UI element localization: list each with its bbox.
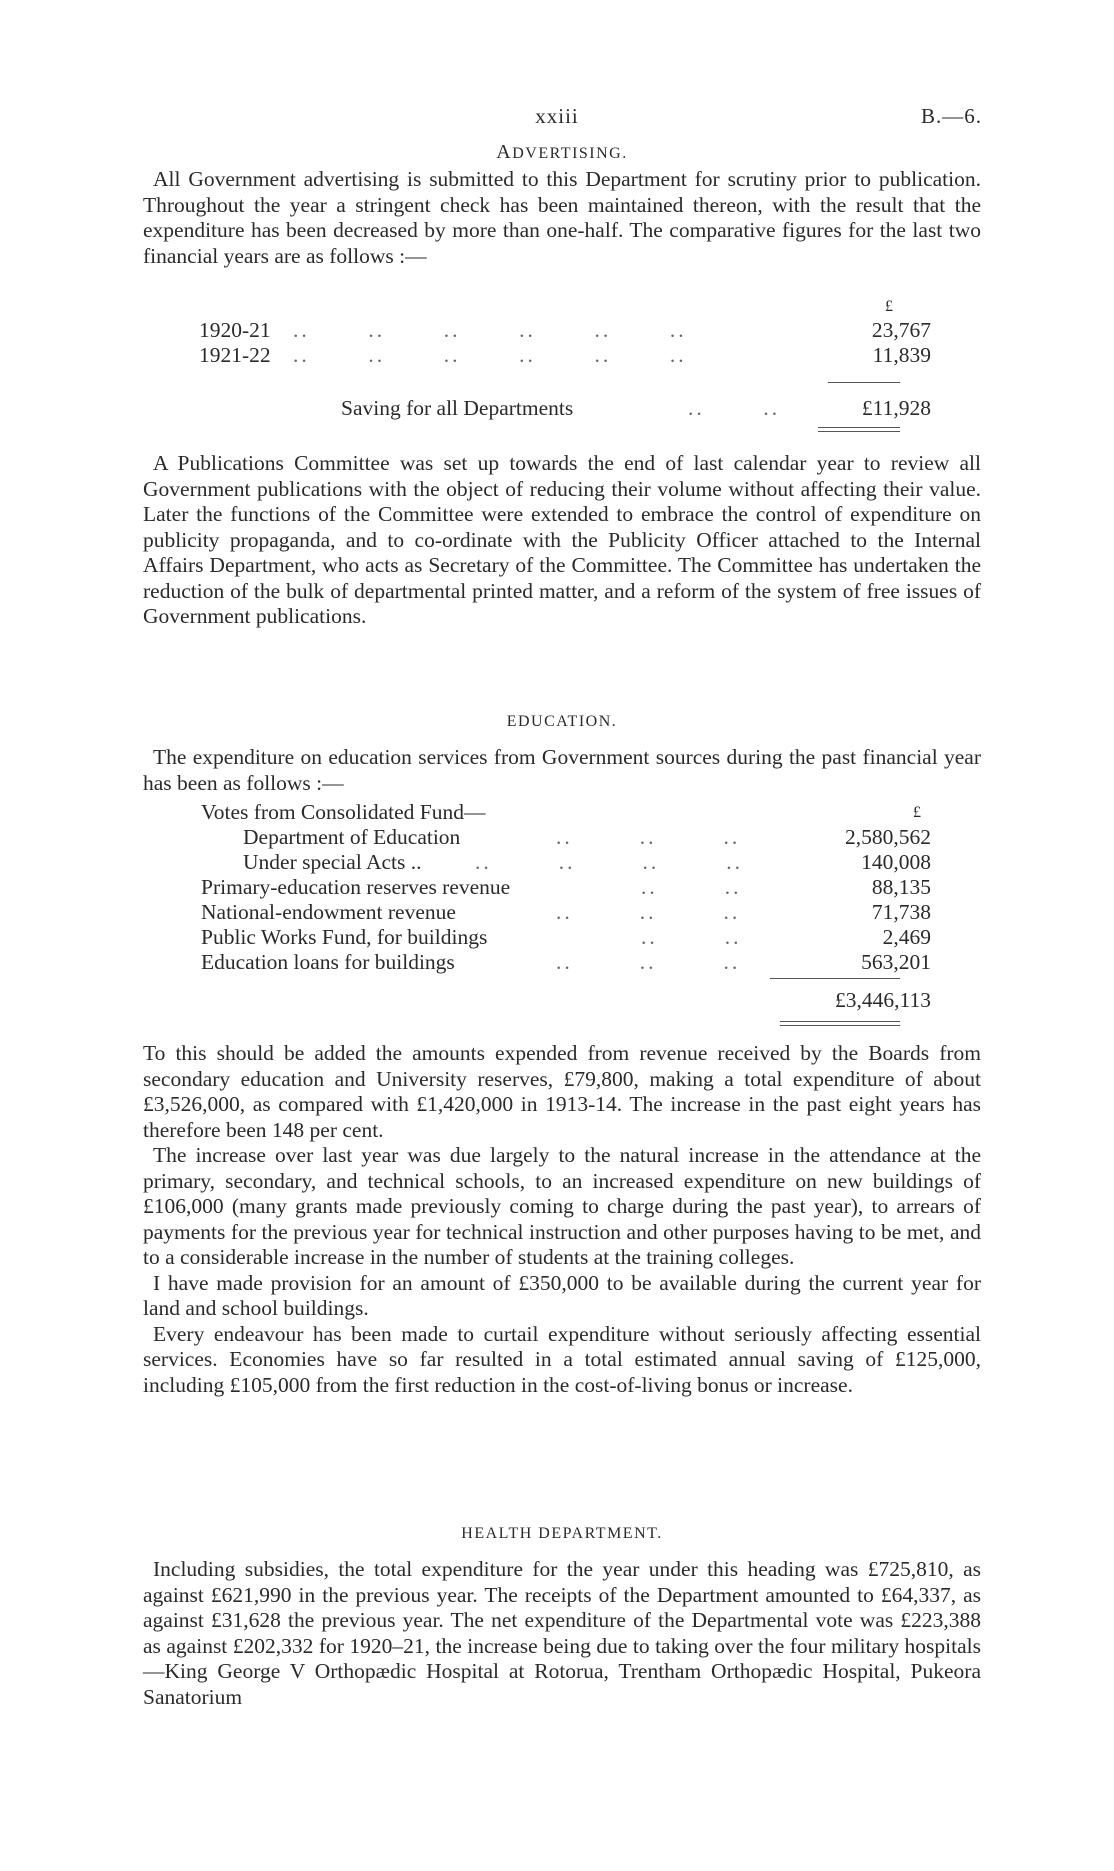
education-amount: 140,008 bbox=[861, 850, 931, 874]
education-heading: EDUCATION. bbox=[506, 713, 618, 730]
education-group-label: Votes from Consolidated Fund— bbox=[201, 800, 486, 824]
education-amount: 2,580,562 bbox=[845, 825, 931, 849]
education-amount: 88,135 bbox=[871, 875, 931, 899]
advertising-saving-row bbox=[143, 396, 981, 424]
education-intro bbox=[143, 745, 981, 796]
advertising-table bbox=[143, 318, 981, 368]
education-paragraph-1: The expenditure on education services from Government sources during the past financial year has been as follows :— bbox=[143, 745, 981, 795]
leader-dots: .. .. .. .. .. .. bbox=[293, 318, 687, 342]
education-row bbox=[143, 850, 981, 875]
leader-dots: .. .. .. bbox=[556, 825, 741, 849]
education-total-row bbox=[143, 988, 981, 1016]
education-currency-symbol: £ bbox=[913, 804, 921, 821]
advertising-intro bbox=[143, 167, 981, 269]
leader-dots: .. .. bbox=[688, 396, 781, 420]
education-paragraph-4: I have made provision for an amount of £350,000 to be available during the current year for land and school buildings. bbox=[143, 1270, 981, 1320]
total-double-rule bbox=[818, 427, 900, 428]
health-body bbox=[143, 1557, 981, 1710]
leader-dots: .. .. bbox=[641, 875, 742, 899]
total-double-rule bbox=[818, 431, 900, 432]
education-amount: 563,201 bbox=[861, 950, 931, 974]
total-double-rule bbox=[780, 1025, 900, 1026]
education-row bbox=[143, 875, 981, 900]
education-label: Education loans for buildings bbox=[201, 950, 455, 974]
education-row bbox=[143, 950, 981, 975]
health-paragraph-1: Including subsidies, the total expenditure for the year under this heading was £725,810, as against £621,990 in the previous year. The receipts of the Department amounted to £64,337, as against £31,628 the previous year. The net expenditure of the Departmental vote was £223,388 as against £202,332 for 1920–21, the increase being due to taking over the four military hospitals—King George V Orthopædic Hospital at Rotorua, Trentham Orthopædic Hospital, Pukeora Sanatorium bbox=[143, 1557, 981, 1709]
education-label: National-endowment revenue bbox=[201, 900, 456, 924]
education-paragraph-5: Every endeavour has been made to curtail expenditure without seriously affecting essential services. Economies have so far resulted in a total estimated annual saving of £125,000, including £105,000 from the first reduction in the cost-of-living bonus or increase. bbox=[143, 1321, 981, 1397]
advertising-year: 1920-21 bbox=[199, 318, 271, 342]
advertising-year: 1921-22 bbox=[199, 343, 271, 367]
education-amount: 2,469 bbox=[882, 925, 931, 949]
education-paragraph-3: The increase over last year was due largely to the natural increase in the attendance at the primary, secondary, and technical schools, to an increased expenditure on new buildings of £106,000 (many grants made previously coming to charge during the past year), to arrears of payments for the previous year for technical instruction and other purposes having to be met, and to a considerable increase in the number of students at the training colleges. bbox=[143, 1143, 981, 1269]
page-number: xxiii bbox=[535, 104, 579, 128]
education-row bbox=[143, 925, 981, 950]
education-label: Under special Acts .. bbox=[243, 850, 422, 874]
advertising-currency-symbol: £ bbox=[885, 298, 893, 315]
education-table bbox=[143, 800, 981, 975]
education-paragraph-2: To this should be added the amounts expended from revenue received by the Boards from secondary education and University reserves, £79,800, making a total expenditure of about £3,526,000, as compared with £1,420,000 in 1913-14. The increase in the past eight years has therefore been 148 per cent. bbox=[143, 1041, 981, 1142]
total-double-rule bbox=[780, 1021, 900, 1022]
education-label: Primary-education reserves revenue bbox=[201, 875, 511, 899]
subtotal-rule bbox=[828, 382, 900, 383]
document-reference: B.—6. bbox=[920, 104, 982, 128]
education-group-row bbox=[143, 800, 981, 825]
leader-dots: .. .. .. bbox=[556, 950, 741, 974]
education-label: Department of Education bbox=[243, 825, 461, 849]
education-row bbox=[143, 900, 981, 925]
advertising-paragraph-2: A Publications Committee was set up towards the end of last calendar year to review all Government publications with the object of reducing their volume without affecting their value. Later the functions of the Committee were extended to embrace the control of expenditure on publicity propaganda, and to co-ordinate with the Publicity Officer attached to the Internal Affairs Department, who acts as Secretary of the Committee. The Committee has undertaken the reduction of the bulk of departmental printed matter, and a reform of the system of free issues of Government publications. bbox=[143, 451, 981, 628]
advertising-committee bbox=[143, 451, 981, 630]
leader-dots: .. .. .. bbox=[556, 900, 741, 924]
saving-amount: £11,928 bbox=[861, 396, 931, 420]
education-label: Public Works Fund, for buildings bbox=[201, 925, 488, 949]
leader-dots: .. .. .. .. bbox=[475, 850, 743, 874]
advertising-heading-rest: DVERTISING. bbox=[512, 145, 628, 162]
leader-dots: .. .. bbox=[641, 925, 742, 949]
education-row bbox=[143, 825, 981, 850]
advertising-row bbox=[143, 343, 981, 368]
advertising-amount: 23,767 bbox=[871, 318, 931, 342]
advertising-row bbox=[143, 318, 981, 343]
health-heading: HEALTH DEPARTMENT. bbox=[461, 1525, 663, 1542]
advertising-amount: 11,839 bbox=[872, 343, 931, 367]
education-body bbox=[143, 1041, 981, 1398]
subtotal-rule bbox=[770, 978, 900, 979]
advertising-heading-initial: A bbox=[496, 141, 513, 163]
education-amount: 71,738 bbox=[871, 900, 931, 924]
leader-dots: .. .. .. .. .. .. bbox=[293, 343, 687, 367]
advertising-heading bbox=[143, 141, 981, 164]
advertising-paragraph-1: All Government advertising is submitted to this Department for scrutiny prior to publication. Throughout the year a stringent check has been maintained thereon, with the result that the expenditure has been decreased by more than one-half. The comparative figures for the last two financial years are as follows :— bbox=[143, 167, 981, 268]
saving-label: Saving for all Departments bbox=[341, 396, 574, 420]
education-total: £3,446,113 bbox=[835, 988, 931, 1012]
